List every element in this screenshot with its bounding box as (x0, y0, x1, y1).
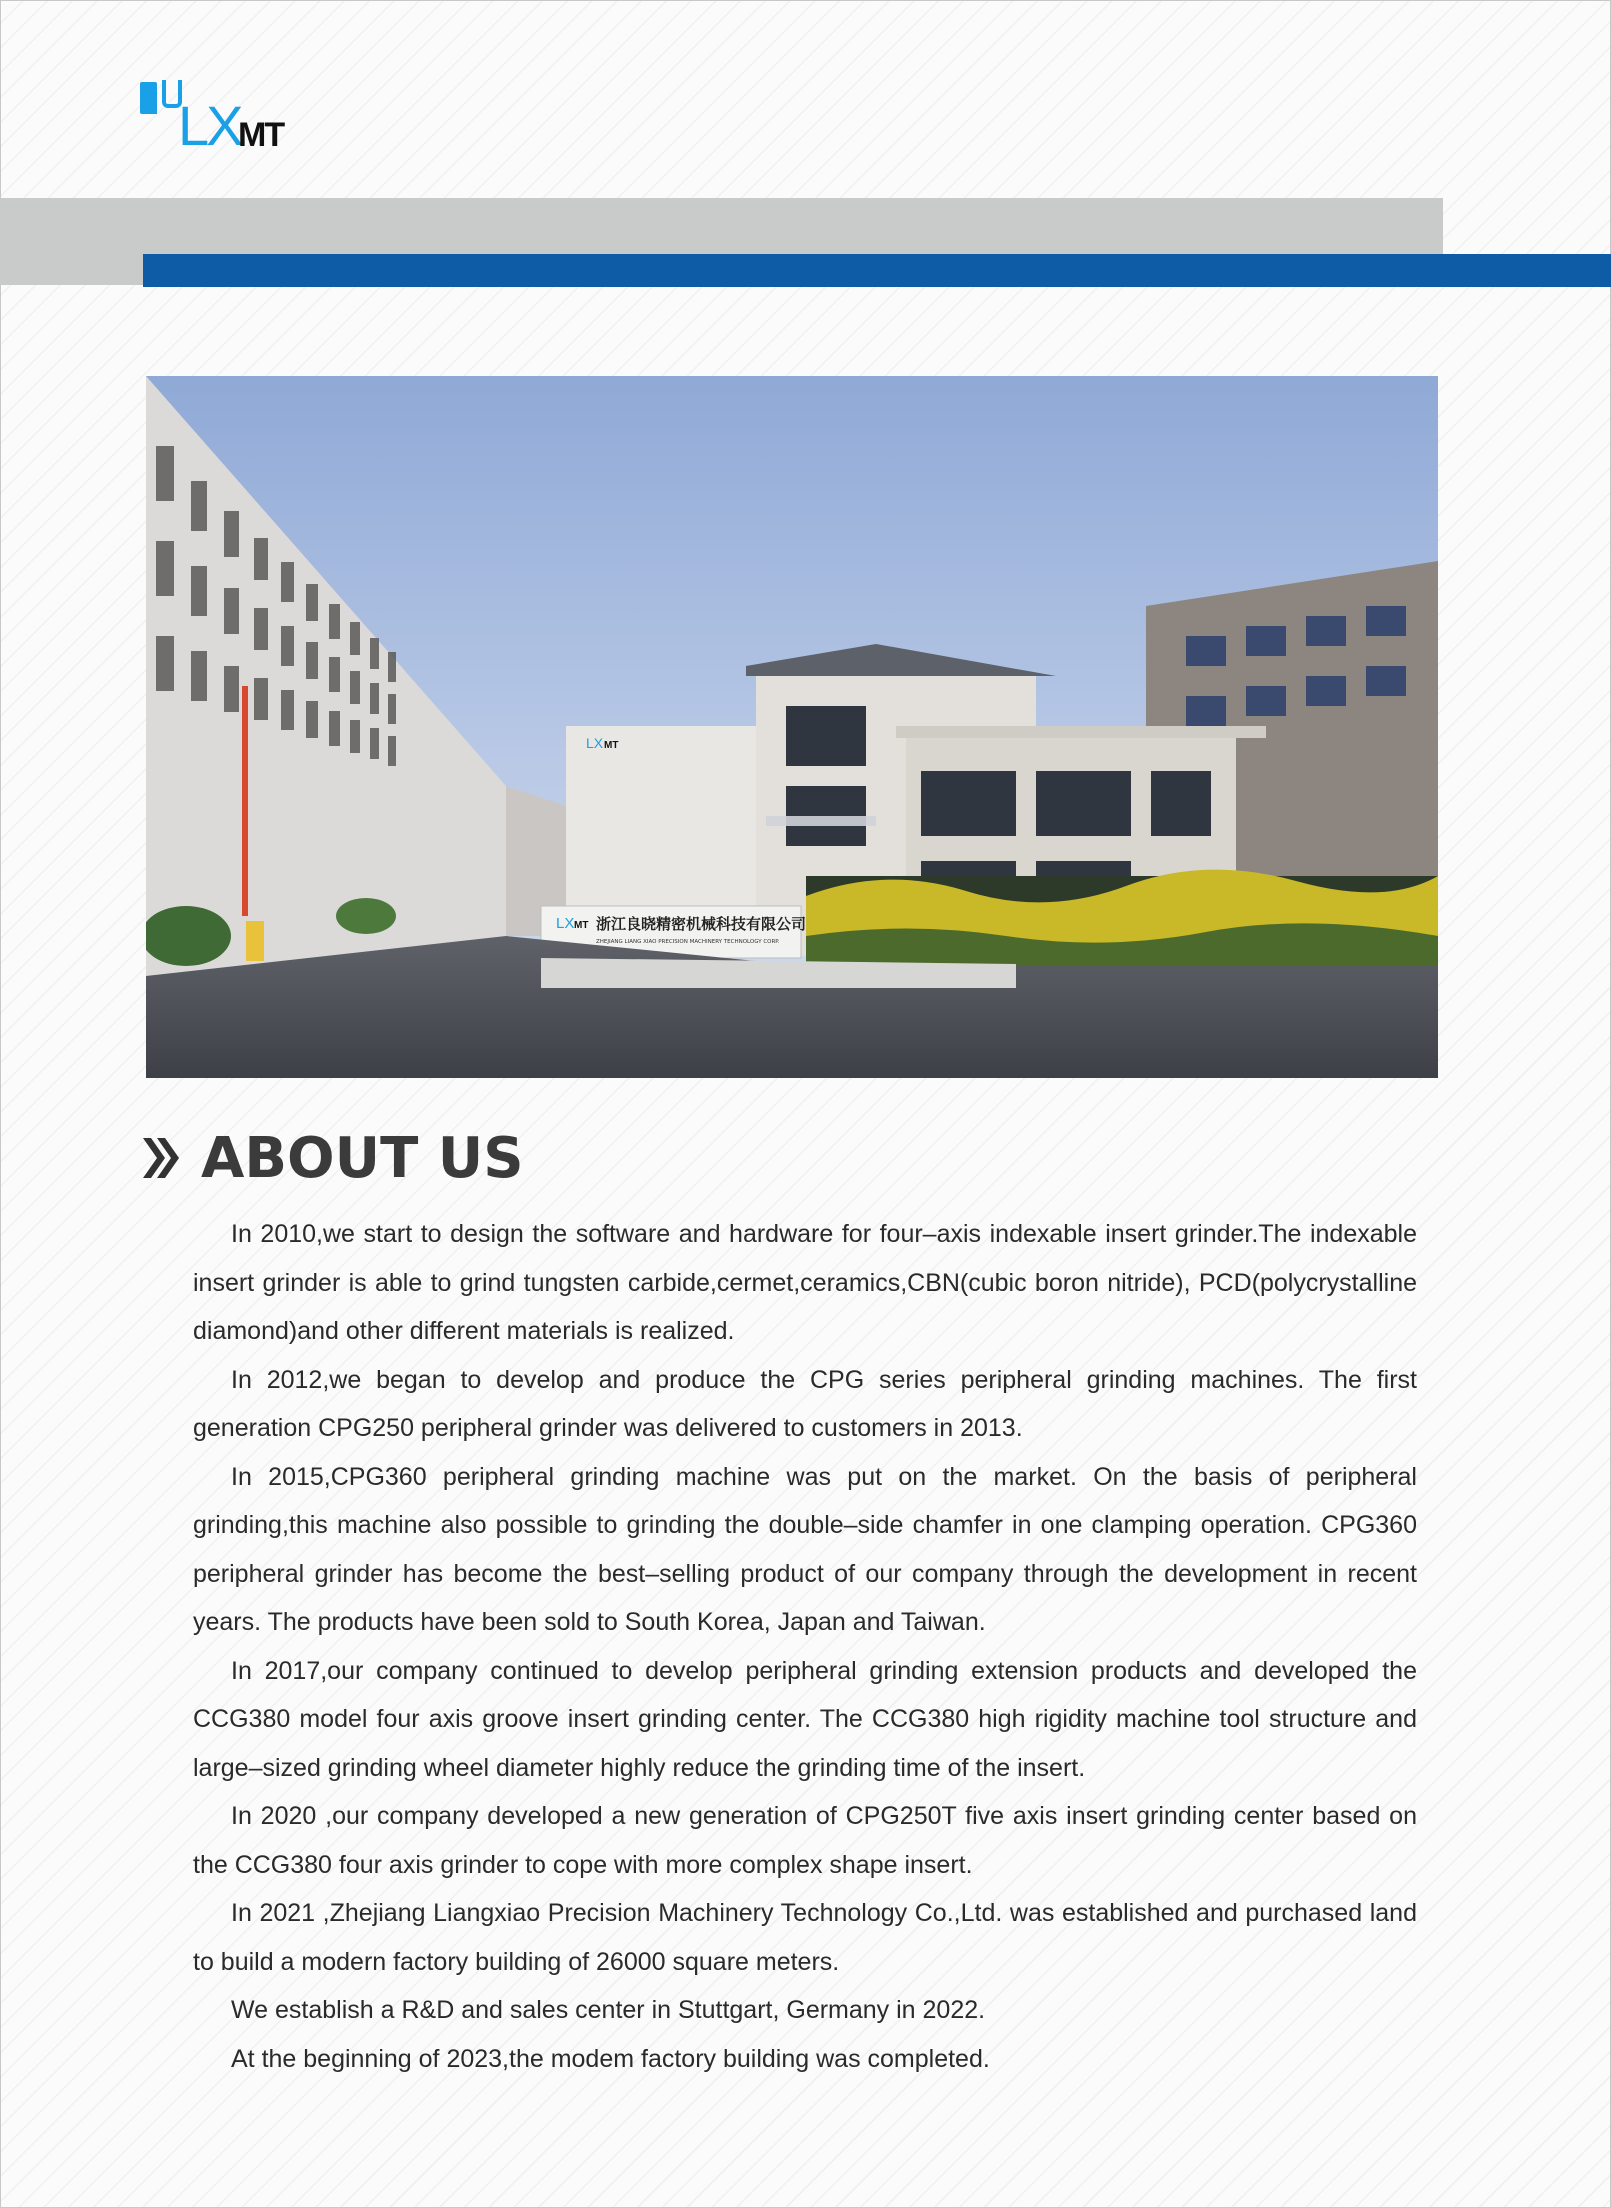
factory-illustration (146, 376, 1438, 1078)
paragraph-2023: At the beginning of 2023,the modem factory building was completed. (231, 2044, 990, 2073)
paragraph-2017: In 2017,our company continued to develop peripheral grinding extension products and developed the CCG380 model four axis groove insert grinding center. The CCG380 high rigidity machine tool structure and large–sized grinding wheel diameter highly reduce the grinding time of the insert. (193, 1656, 1417, 1782)
sign-chinese-text: 浙江良晓精密机械科技有限公司 (596, 915, 807, 933)
factory-photo (146, 376, 1438, 1078)
logo-text-mt: MT (238, 116, 284, 154)
logo-mark-left (140, 82, 157, 114)
section-heading (143, 1122, 524, 1194)
paragraph-2010: In 2010,we start to design the software and hardware for four–axis indexable insert grinder.The indexable insert grinder is able to grind tungsten carbide,cermet,ceramics,CBN(cubic boron nitride), PCD(polycrystalline diamond)and other different materials is realized. (193, 1220, 1417, 1345)
sign-logo-sub: MT (574, 920, 589, 931)
paragraph-2015: In 2015,CPG360 peripheral grinding machine was put on the market. On the basis of peripheral grinding,this machine also possible to grinding the double–side chamfer in one clamping operation. CPG360 peripheral grinder has become the best–selling product of our company through the development in recent years. The products have been sold to South Korea, Japan and Taiwan. (193, 1462, 1417, 1636)
paragraph-2012: In 2012,we began to develop and produce the CPG series peripheral grinding machines. The first generation CPG250 peripheral grinder was delivered to customers in 2013. (193, 1365, 1417, 1442)
paragraph-2021: In 2021 ,Zhejiang Liangxiao Precision Machinery Technology Co.,Ltd. was established and purchased land to build a modern factory building of 26000 square meters. (193, 1899, 1417, 1976)
paragraph-2022: We establish a R&D and sales center in Stuttgart, Germany in 2022. (231, 1996, 986, 2024)
logo-text-lx: LX (178, 94, 241, 157)
sign-english-text: ZHEJIANG LIANG XIAO PRECISION MACHINERY TECHNOLOGY CORP. (596, 939, 780, 945)
about-body (193, 1210, 1417, 2083)
section-title: ABOUT US (201, 1125, 524, 1191)
company-logo (140, 80, 320, 160)
wall-logo-sub: MT (604, 740, 619, 751)
gate-post (242, 686, 248, 916)
paragraph-2020: In 2020 ,our company developed a new generation of CPG250T five axis insert grinding center based on the CCG380 four axis grinder to cope with more complex shape insert. (193, 1802, 1417, 1879)
wall-logo-text: LX (586, 735, 604, 751)
sign-logo-text: LX (556, 915, 575, 932)
double-chevron-right-icon (143, 1134, 183, 1182)
header-blue-bar (143, 254, 1611, 287)
